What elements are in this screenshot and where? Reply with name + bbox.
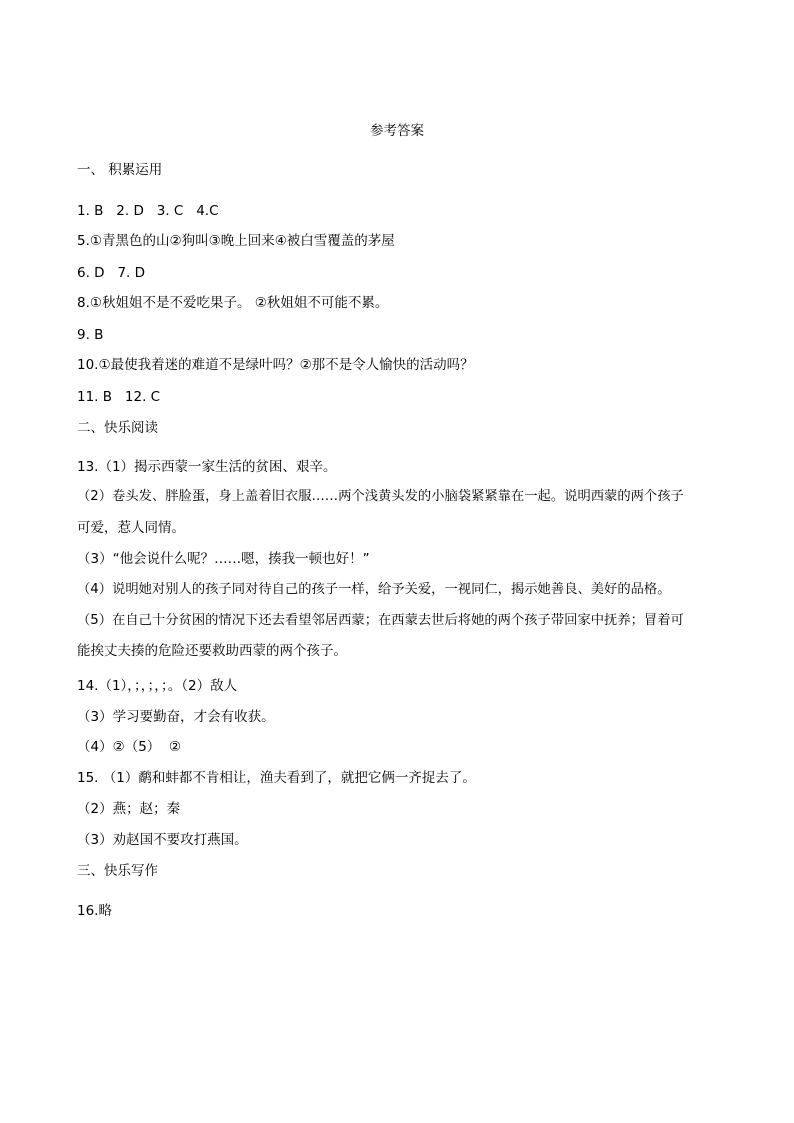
- answer-line: 14.（1），；，；，；。（2）敌人: [77, 678, 238, 694]
- section-heading: 一、 积累运用: [77, 162, 163, 178]
- answer-line: 5.①青黑色的山②狗叫③晚上回来④被白雪覆盖的茅屋: [77, 233, 395, 249]
- answer-line: （3）劝赵国不要攻打燕国。: [77, 832, 248, 848]
- answer-line: 1. B 2. D 3. C 4.C: [77, 203, 219, 219]
- section-heading: 三、快乐写作: [77, 863, 158, 879]
- answer-line: 可爱，惹人同情。: [77, 520, 185, 536]
- answer-line: 6. D 7. D: [77, 265, 146, 281]
- answer-line: （4）②（5） ②: [77, 739, 181, 755]
- answer-line: 16.略: [77, 903, 112, 919]
- answer-line: （5）在自己十分贫困的情况下还去看望邻居西蒙；在西蒙去世后将她的两个孩子带回家中抚养；冒着可: [77, 613, 684, 628]
- answer-line: （4）说明她对别人的孩子同对待自己的孩子一样，给予关爱，一视同仁，揭示她善良、美好的品格。: [77, 582, 671, 597]
- answer-line: 8.①秋姐姐不是不爱吃果子。 ②秋姐姐不可能不累。: [77, 295, 389, 311]
- answer-line: 9. B: [77, 327, 104, 343]
- answer-line: （2）燕；赵；秦: [77, 801, 181, 817]
- answer-line: 15. （1）鹬和蚌都不肯相让，渔夫看到了，就把它俩一齐捉去了。: [77, 770, 476, 786]
- answer-line: （2）卷头发、胖脸蛋，身上盖着旧衣服……两个浅黄头发的小脑袋紧紧靠在一起。说明西蒙的两个孩子: [77, 489, 684, 504]
- answer-line: 13.（1）揭示西蒙一家生活的贫困、艰辛。: [77, 459, 337, 475]
- section-heading: 二、快乐阅读: [77, 420, 158, 436]
- answer-line: 11. B 12. C: [77, 389, 161, 405]
- answer-line: 能挨丈夫揍的危险还要救助西蒙的两个孩子。: [77, 643, 347, 659]
- answer-line: （3）学习要勤奋，才会有收获。: [77, 709, 275, 725]
- answer-line: （3）“他会说什么呢？……嗯，揍我一顿也好！”: [77, 551, 370, 567]
- page-title: 参考答案: [370, 123, 424, 139]
- answer-line: 10.①最使我着迷的难道不是绿叶吗？②那不是令人愉快的活动吗？: [77, 357, 474, 373]
